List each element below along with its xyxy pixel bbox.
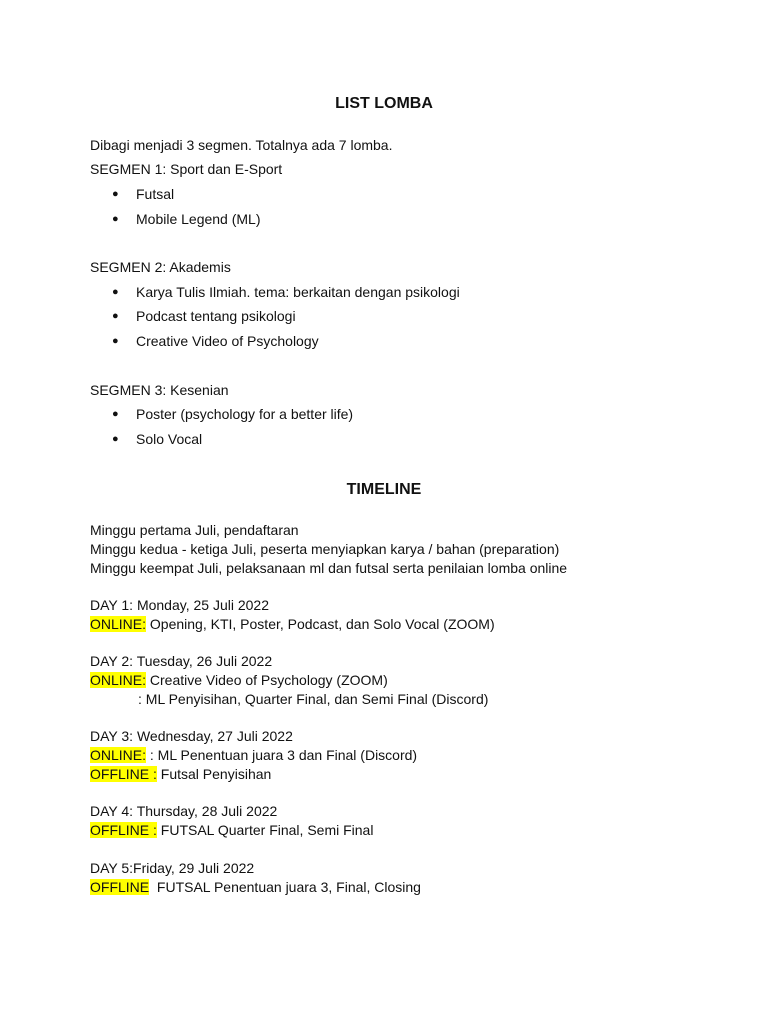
day-5-offline xyxy=(90,878,421,896)
schedule-text: Futsal Penyisihan xyxy=(156,766,272,782)
schedule-text: : ML Penentuan juara 3 dan Final (Discord) xyxy=(146,747,418,763)
timeline-note: Minggu keempat Juli, pelaksanaan ml dan futsal serta penilaian lomba online xyxy=(90,560,568,576)
bullet-icon: ● xyxy=(112,335,119,347)
schedule-text: Opening, KTI, Poster, Podcast, dan Solo Vocal (ZOOM) xyxy=(146,616,495,632)
offline-tag: OFFLINE : xyxy=(90,766,157,782)
online-tag: ONLINE: xyxy=(90,747,147,763)
list-item-text: Podcast tentang psikologi xyxy=(136,308,296,324)
day-3-offline xyxy=(90,765,271,783)
list-item-text: Karya Tulis Ilmiah. tema: berkaitan dengan psikologi xyxy=(136,284,460,300)
offline-tag: OFFLINE xyxy=(90,879,150,895)
intro-text: Dibagi menjadi 3 segmen. Totalnya ada 7 lomba. xyxy=(90,137,393,153)
segmen-3-label: SEGMEN 3: Kesenian xyxy=(90,382,229,398)
list-item xyxy=(112,307,296,325)
schedule-text: FUTSAL Quarter Final, Semi Final xyxy=(156,822,374,838)
day-1-online xyxy=(90,615,495,633)
list-item-text: Creative Video of Psychology xyxy=(136,333,319,349)
schedule-text: : ML Penyisihan, Quarter Final, dan Semi Final (Discord) xyxy=(138,691,489,707)
bullet-icon: ● xyxy=(112,433,119,445)
bullet-icon: ● xyxy=(112,408,119,420)
bullet-icon: ● xyxy=(112,188,119,200)
list-lomba-title: LIST LOMBA xyxy=(335,95,433,112)
offline-tag: OFFLINE : xyxy=(90,822,157,838)
timeline-note: Minggu kedua - ketiga Juli, peserta menyiapkan karya / bahan (preparation) xyxy=(90,541,560,557)
online-tag: ONLINE: xyxy=(90,616,147,632)
day-2-label: DAY 2: Tuesday, 26 Juli 2022 xyxy=(90,653,273,669)
schedule-text: FUTSAL Penentuan juara 3, Final, Closing xyxy=(149,879,421,895)
list-item-text: Poster (psychology for a better life) xyxy=(136,406,354,422)
segmen-2-label: SEGMEN 2: Akademis xyxy=(90,259,231,275)
online-tag: ONLINE: xyxy=(90,672,147,688)
day-3-label: DAY 3: Wednesday, 27 Juli 2022 xyxy=(90,728,293,744)
list-item-text: Solo Vocal xyxy=(136,431,203,447)
timeline-title: TIMELINE xyxy=(346,481,422,498)
day-5-label: DAY 5:Friday, 29 Juli 2022 xyxy=(90,860,255,876)
day-2-continued xyxy=(90,690,488,708)
list-item xyxy=(112,210,261,228)
list-item-text: Futsal xyxy=(136,186,175,202)
day-3-online xyxy=(90,746,417,764)
day-4-offline xyxy=(90,821,373,839)
bullet-icon: ● xyxy=(112,286,119,298)
day-4-label: DAY 4: Thursday, 28 Juli 2022 xyxy=(90,803,278,819)
list-item-text: Mobile Legend (ML) xyxy=(136,211,261,227)
day-2-online xyxy=(90,671,388,689)
list-item xyxy=(112,283,460,301)
schedule-text: Creative Video of Psychology (ZOOM) xyxy=(146,672,388,688)
list-item xyxy=(112,185,174,203)
timeline-note: Minggu pertama Juli, pendaftaran xyxy=(90,522,299,538)
list-item xyxy=(112,430,202,448)
list-item xyxy=(112,332,319,350)
bullet-icon: ● xyxy=(112,310,119,322)
list-item xyxy=(112,405,353,423)
segmen-1-label: SEGMEN 1: Sport dan E-Sport xyxy=(90,161,283,177)
day-1-label: DAY 1: Monday, 25 Juli 2022 xyxy=(90,597,269,613)
bullet-icon: ● xyxy=(112,213,119,225)
